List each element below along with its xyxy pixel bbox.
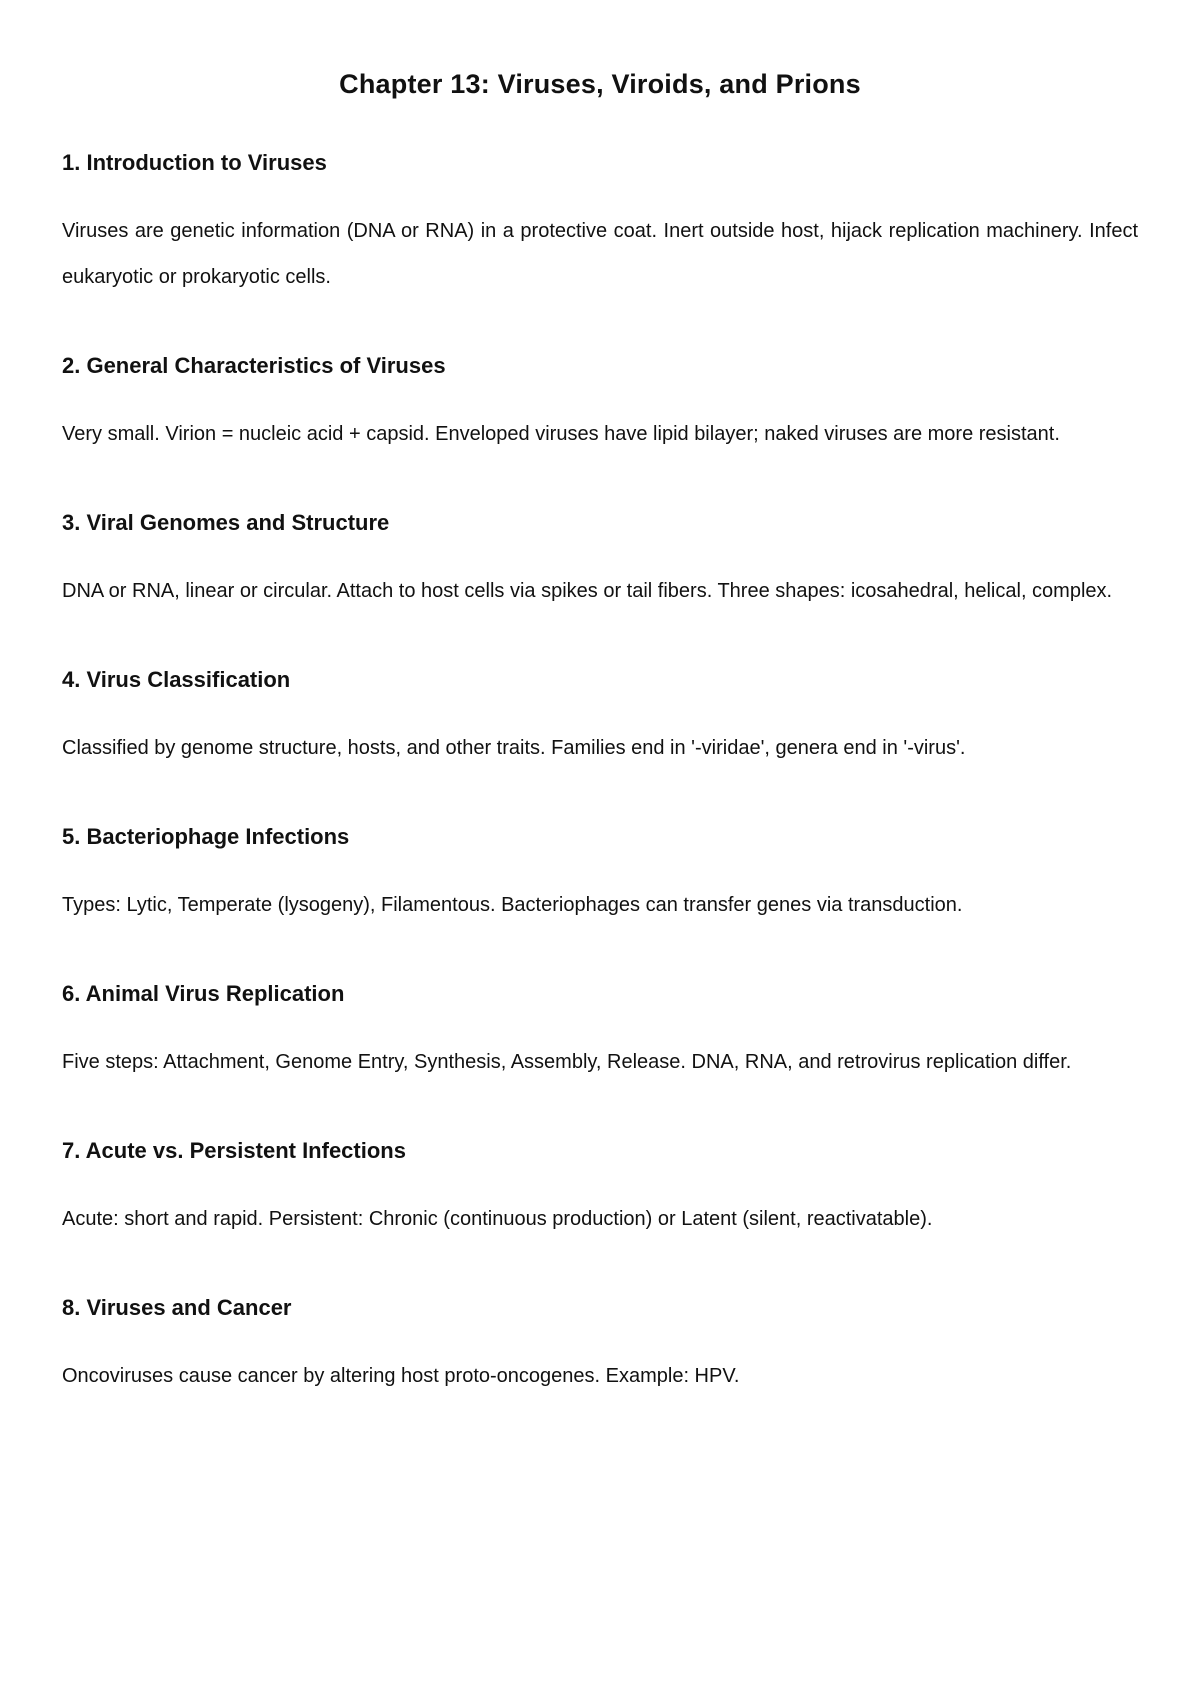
- section-body: DNA or RNA, linear or circular. Attach to host cells via spikes or tail fibers. Three shapes: icosahedral, helical, complex.: [62, 580, 1113, 602]
- section-heading: 2. General Characteristics of Viruses: [62, 353, 446, 378]
- section-body: Viruses are genetic information (DNA or RNA) in a protective coat. Inert outside host, hijack replication machinery. Infect eukaryotic or prokaryotic cells.: [62, 220, 1138, 288]
- section-heading: 4. Virus Classification: [62, 667, 291, 692]
- section-body: Acute: short and rapid. Persistent: Chronic (continuous production) or Latent (silent, reactivatable).: [62, 1208, 933, 1230]
- section-body: Types: Lytic, Temperate (lysogeny), Filamentous. Bacteriophages can transfer genes via transduction.: [62, 894, 963, 916]
- section-bacteriophage: [62, 822, 1138, 928]
- section-heading: 7. Acute vs. Persistent Infections: [62, 1138, 406, 1163]
- page-title: Chapter 13: Viruses, Viroids, and Prions: [339, 69, 861, 99]
- section-body: Very small. Virion = nucleic acid + capsid. Enveloped viruses have lipid bilayer; naked viruses are more resistant.: [62, 423, 1060, 445]
- section-heading: 3. Viral Genomes and Structure: [62, 510, 390, 535]
- section-general-characteristics: [62, 351, 1138, 457]
- section-viral-genomes: [62, 508, 1138, 614]
- section-body: Classified by genome structure, hosts, and other traits. Families end in '-viridae', genera end in '-virus'.: [62, 737, 966, 759]
- section-acute-persistent: [62, 1136, 1138, 1242]
- section-body: Five steps: Attachment, Genome Entry, Synthesis, Assembly, Release. DNA, RNA, and retrovirus replication differ.: [62, 1051, 1072, 1073]
- section-classification: [62, 665, 1138, 771]
- section-cancer: [62, 1293, 1138, 1399]
- section-animal-replication: [62, 979, 1138, 1085]
- section-heading: 5. Bacteriophage Infections: [62, 824, 350, 849]
- section-heading: 1. Introduction to Viruses: [62, 150, 327, 175]
- section-introduction: [62, 148, 1138, 300]
- section-body: Oncoviruses cause cancer by altering host proto-oncogenes. Example: HPV.: [62, 1365, 740, 1387]
- section-heading: 6. Animal Virus Replication: [62, 981, 345, 1006]
- section-heading: 8. Viruses and Cancer: [62, 1295, 292, 1320]
